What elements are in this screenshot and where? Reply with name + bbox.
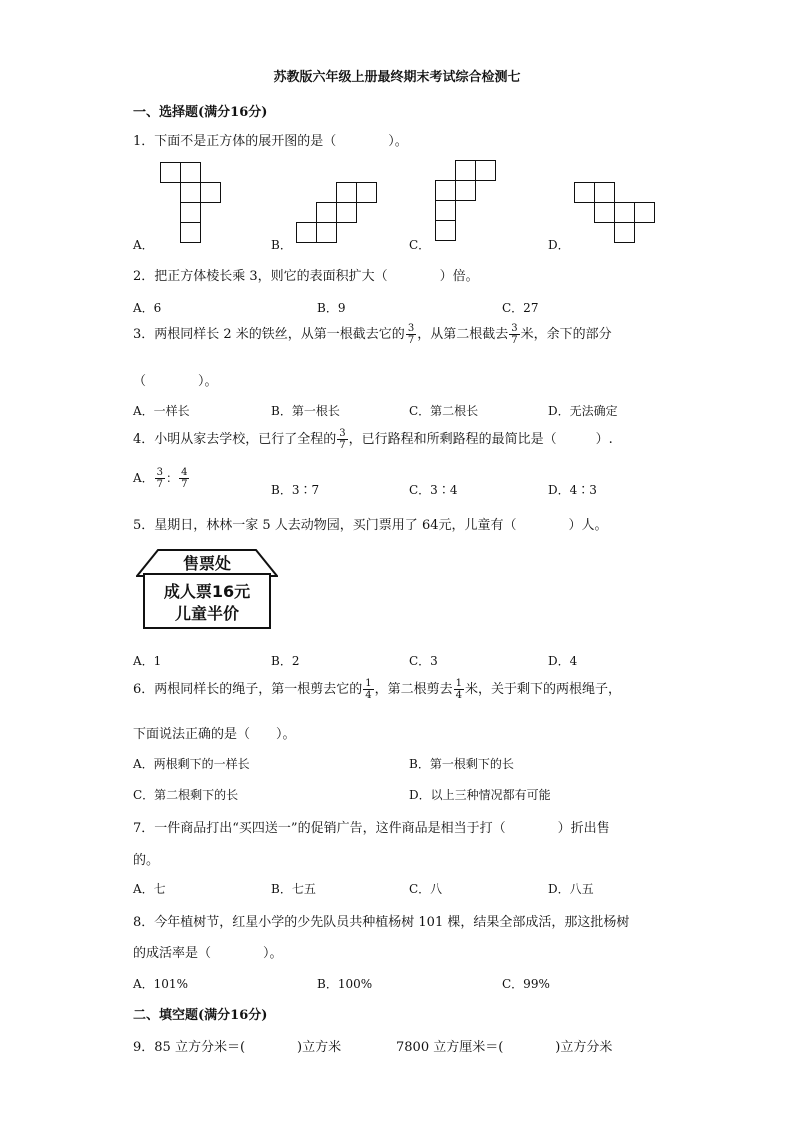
q4-option-a[interactable]: A． $\frac{3}{7}$ ： $\frac{4}{7}$ — [133, 467, 188, 490]
q3-fraction-2: $\frac{3}{7}$ — [511, 323, 518, 346]
q4-text-pre: 4．小明从家去学校，已行了全程的 — [133, 432, 337, 447]
q1-option-c[interactable]: C． — [409, 238, 431, 252]
q1-option-b[interactable]: B． — [271, 238, 292, 252]
q2-option-a[interactable]: A．6 — [133, 301, 162, 315]
q4-option-c[interactable]: C．3∶4 — [409, 483, 458, 497]
q6-option-a[interactable]: A．两根剩下的一样长 — [133, 757, 250, 771]
question-5: 5．星期日，林林一家 5 人去动物园，买门票用了 64元，儿童有（ ）人。 — [133, 518, 608, 533]
question-8-line-2: 的成活率是（ ）。 — [133, 946, 283, 961]
question-7: 7．一件商品打出“买四送一”的促销广告，这件商品是相当于打（ ）折出售 — [133, 821, 610, 836]
cube-net-d — [574, 182, 656, 244]
q3-option-a[interactable]: A．一样长 — [133, 404, 190, 418]
question-2: 2．把正方体棱长乘 3，则它的表面积扩大（ ）倍。 — [133, 269, 479, 284]
q6-option-d[interactable]: D．以上三种情况都有可能 — [409, 788, 551, 802]
q8-option-c[interactable]: C．99% — [502, 977, 550, 991]
q8-option-b[interactable]: B．100% — [317, 977, 373, 991]
q3-text-post: 米，余下的部分 — [520, 327, 612, 342]
cube-net-b — [296, 182, 378, 244]
q6-fraction-1: $\frac{1}{4}$ — [365, 678, 372, 701]
question-3-line-2: （ ）。 — [133, 374, 218, 389]
q6-option-b[interactable]: B．第一根剩下的长 — [409, 757, 514, 771]
question-1: 1．下面不是正方体的展开图的是（ ）。 — [133, 134, 408, 149]
sign-child-price: 儿童半价 — [174, 604, 239, 623]
question-3 — [133, 323, 612, 346]
q7-option-c[interactable]: C．八 — [409, 882, 443, 896]
q5-option-c[interactable]: C．3 — [409, 654, 438, 668]
question-9-part-2: 7800 立方厘米＝( )立方分米 — [396, 1040, 613, 1055]
q6-text-mid: ，第二根剪去 — [374, 682, 453, 697]
cube-net-c — [435, 160, 497, 242]
q6-text-pre: 6．两根同样长的绳子，第一根剪去它的 — [133, 682, 363, 697]
q1-option-a[interactable]: A． — [133, 238, 154, 252]
question-9-part-1: 9．85 立方分米＝( )立方米 — [133, 1040, 342, 1055]
q4-fraction: $\frac{3}{7}$ — [339, 428, 346, 451]
q4-option-a-fraction-2: $\frac{4}{7}$ — [181, 467, 188, 490]
page-title: 苏教版六年级上册最终期末考试综合检测七 — [273, 70, 521, 85]
q3-option-d[interactable]: D．无法确定 — [548, 404, 618, 418]
q5-option-b[interactable]: B．2 — [271, 654, 300, 668]
q3-option-c[interactable]: C．第二根长 — [409, 404, 479, 418]
q6-text-post: 米，关于剩下的两根绳子， — [465, 682, 622, 697]
q7-option-b[interactable]: B．七五 — [271, 882, 316, 896]
q5-option-d[interactable]: D．4 — [548, 654, 578, 668]
question-4 — [133, 428, 613, 451]
question-6-line-2: 下面说法正确的是（ ）。 — [133, 727, 296, 742]
q6-fraction-2: $\frac{1}{4}$ — [455, 678, 463, 701]
sign-roof-text: 售票处 — [182, 554, 231, 573]
q3-option-b[interactable]: B．第一根长 — [271, 404, 340, 418]
q4-option-d[interactable]: D．4∶3 — [548, 483, 597, 497]
cube-net-a — [160, 162, 222, 244]
q7-option-d[interactable]: D．八五 — [548, 882, 594, 896]
q6-option-c[interactable]: C．第二根剩下的长 — [133, 788, 239, 802]
q2-option-b[interactable]: B．9 — [317, 301, 346, 315]
q7-option-a[interactable]: A．七 — [133, 882, 166, 896]
q1-option-d[interactable]: D． — [548, 238, 570, 252]
q4-text-post: ，已行路程和所剩路程的最简比是（ ）. — [348, 432, 613, 447]
sign-adult-price: 成人票16元 — [163, 582, 251, 601]
q4-option-a-fraction-1: $\frac{3}{7}$ — [156, 467, 164, 490]
q3-text-mid: ，从第二根截去 — [417, 327, 509, 342]
q3-fraction-1: $\frac{3}{7}$ — [407, 323, 415, 346]
ticket-office-sign — [136, 548, 278, 630]
q2-option-c[interactable]: C．27 — [502, 301, 539, 315]
question-7-line-2: 的。 — [133, 853, 160, 868]
section-fill-heading: 二、填空题(满分16分) — [133, 1008, 268, 1023]
section-choice-heading: 一、选择题(满分16分) — [133, 105, 268, 120]
question-6 — [133, 678, 621, 701]
q5-option-a[interactable]: A．1 — [133, 654, 162, 668]
q3-text-pre: 3．两根同样长 2 米的铁丝，从第一根截去它的 — [133, 327, 405, 342]
q4-option-b[interactable]: B．3∶7 — [271, 483, 320, 497]
question-8: 8．今年植树节，红星小学的少先队员共种植杨树 101 棵，结果全部成活，那这批杨树 — [133, 915, 630, 930]
q8-option-a[interactable]: A．101% — [133, 977, 188, 991]
